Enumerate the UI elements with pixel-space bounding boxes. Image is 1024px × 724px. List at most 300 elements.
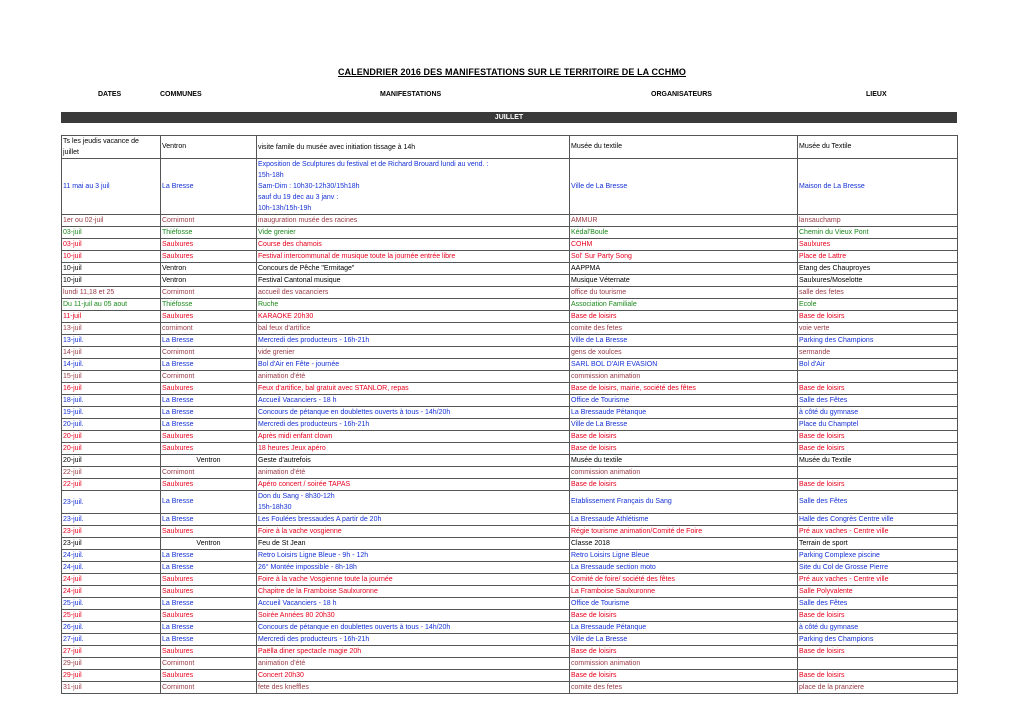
cell-date (62, 443, 161, 455)
cell-lieu: Place du Champtel (798, 419, 958, 431)
cell-organisateur: commission animation (570, 371, 798, 383)
cell-manifestation (257, 682, 570, 694)
cell-lieu: Salle Polyvalente (798, 586, 958, 598)
cell-date (62, 239, 161, 251)
cell-date (62, 227, 161, 239)
cell-date (62, 526, 161, 538)
cell-date-line: 31-juil (63, 684, 82, 691)
cell-lieu: Halle des Congrès Centre ville (798, 514, 958, 526)
cell-commune: cornimont (161, 323, 257, 335)
cell-manifestation-line: Mercredi des producteurs - 16h-21h (258, 337, 370, 344)
cell-lieu: Chemin du Vieux Pont (798, 227, 958, 239)
cell-lieu: Parking des Champions (798, 634, 958, 646)
cell-manifestation-line: Festival intercommunal de musique toute la journée entrée libre (258, 253, 456, 260)
cell-date (62, 562, 161, 574)
cell-organisateur: Base de loisirs (570, 479, 798, 491)
cell-manifestation-line: Accueil Vacanciers - 18 h (258, 397, 337, 404)
cell-lieu: Base de loisirs (798, 431, 958, 443)
cell-organisateur: Ville de La Bresse (570, 159, 798, 215)
cell-date (62, 479, 161, 491)
cell-commune: Saulxures (161, 383, 257, 395)
table-row (62, 586, 958, 598)
table-row (62, 598, 958, 610)
table-row (62, 311, 958, 323)
cell-lieu (798, 467, 958, 479)
cell-lieu: Pré aux vaches - Centre ville (798, 526, 958, 538)
cell-manifestation (257, 335, 570, 347)
cell-lieu (798, 371, 958, 383)
table-row (62, 634, 958, 646)
cell-organisateur: Association Familiale (570, 299, 798, 311)
cell-commune: La Bresse (161, 335, 257, 347)
cell-date-line: 25-juil (63, 612, 82, 619)
cell-manifestation-line: Les Foulées bressaudes A partir de 20h (258, 516, 382, 523)
cell-date-line: juillet (63, 149, 79, 156)
cell-date-line: 19-juil. (63, 409, 84, 416)
cell-commune: Saulxures (161, 443, 257, 455)
cell-lieu: Musée du Textile (798, 455, 958, 467)
table-row (62, 383, 958, 395)
cell-organisateur: Base de loisirs, mairie, société des fêtes (570, 383, 798, 395)
table-row (62, 538, 958, 550)
cell-date-line: 25-juil. (63, 600, 84, 607)
cell-commune: Cornimont (161, 215, 257, 227)
cell-date-line: 14-juil. (63, 361, 84, 368)
cell-date (62, 550, 161, 562)
cell-commune: Ventron (161, 538, 257, 550)
header-dates: DATES (98, 91, 122, 98)
cell-date-line: 20-juil (63, 445, 82, 452)
header-lieux: LIEUX (866, 91, 887, 98)
table-row (62, 479, 958, 491)
cell-organisateur: La Bressaude Pétanque (570, 622, 798, 634)
cell-manifestation-line: Exposition de Sculptures du festival et de Richard Brouard lundi au vend. : (258, 161, 489, 168)
cell-manifestation (257, 299, 570, 311)
cell-date-line: 29-juil (63, 660, 82, 667)
cell-manifestation-line: Soirée Années 80 20h30 (258, 612, 335, 619)
cell-date-line: 20-juil. (63, 421, 84, 428)
cell-lieu: Pré aux vaches - Centre ville (798, 574, 958, 586)
cell-manifestation (257, 646, 570, 658)
cell-manifestation (257, 159, 570, 215)
cell-lieu: Base de loisirs (798, 646, 958, 658)
cell-date-line: 24-juil (63, 588, 82, 595)
cell-manifestation (257, 670, 570, 682)
cell-date-line: 24-juil (63, 576, 82, 583)
cell-date (62, 514, 161, 526)
cell-manifestation-line: visite famile du musée avec initiation tissage à 14h (258, 143, 416, 151)
cell-lieu: Parking Complexe piscine (798, 550, 958, 562)
cell-commune: Saulxures (161, 586, 257, 598)
cell-commune: Ventron (161, 455, 257, 467)
cell-manifestation (257, 419, 570, 431)
cell-manifestation-line: Après midi enfant clown (258, 433, 333, 440)
cell-manifestation-line: sauf du 19 dec au 3 janv : (258, 194, 339, 201)
cell-manifestation (257, 455, 570, 467)
cell-commune: La Bresse (161, 407, 257, 419)
table-row (62, 443, 958, 455)
table-row (62, 407, 958, 419)
table-row (62, 159, 958, 215)
cell-commune: Ventron (161, 263, 257, 275)
cell-commune: La Bresse (161, 562, 257, 574)
cell-commune: Cornimont (161, 347, 257, 359)
cell-commune: Cornimont (161, 682, 257, 694)
cell-manifestation-line: Concours de pétanque en doublettes ouverts à tous - 14h/20h (258, 409, 451, 416)
cell-manifestation (257, 359, 570, 371)
cell-date-line: 15-juil (63, 373, 82, 380)
cell-date (62, 467, 161, 479)
cell-date-line: 26-juil. (63, 624, 84, 631)
cell-manifestation-line: animation d'été (258, 469, 306, 476)
cell-date-line: 22-juil (63, 469, 82, 476)
cell-manifestation (257, 586, 570, 598)
cell-manifestation (257, 562, 570, 574)
cell-manifestation-line: Paëlla diner spectacle magie 20h (258, 648, 362, 655)
cell-commune: La Bresse (161, 419, 257, 431)
cell-lieu: Salle des Fêtes (798, 598, 958, 610)
cell-manifestation (257, 311, 570, 323)
cell-manifestation-line: Feu de St Jean (258, 540, 306, 547)
cell-lieu: place de la pranziere (798, 682, 958, 694)
cell-manifestation-line: inauguration musée des racines (258, 217, 358, 224)
cell-organisateur: office du tourisme (570, 287, 798, 299)
cell-lieu: sermande (798, 347, 958, 359)
cell-lieu: Bol d'Air (798, 359, 958, 371)
cell-date (62, 586, 161, 598)
cell-date (62, 658, 161, 670)
cell-manifestation (257, 239, 570, 251)
cell-date (62, 670, 161, 682)
cell-manifestation (257, 491, 570, 514)
table-row (62, 455, 958, 467)
cell-commune: Cornimont (161, 287, 257, 299)
cell-date-line: 10-juil (63, 265, 82, 272)
cell-manifestation-line: 18 heures Jeux apéro (258, 445, 326, 452)
cell-commune: Cornimont (161, 371, 257, 383)
cell-date-line: Ts les jeudis vacance de (63, 138, 139, 145)
cell-lieu: Base de loisirs (798, 311, 958, 323)
cell-lieu: Maison de La Bresse (798, 159, 958, 215)
cell-date (62, 371, 161, 383)
cell-manifestation (257, 479, 570, 491)
cell-date (62, 407, 161, 419)
cell-manifestation (257, 395, 570, 407)
cell-organisateur: Ville de La Bresse (570, 634, 798, 646)
events-table (61, 135, 958, 694)
cell-organisateur: Ville de La Bresse (570, 419, 798, 431)
cell-date (62, 574, 161, 586)
cell-date (62, 299, 161, 311)
cell-manifestation (257, 275, 570, 287)
cell-commune: Saulxures (161, 311, 257, 323)
table-row (62, 215, 958, 227)
cell-manifestation (257, 251, 570, 263)
cell-date (62, 215, 161, 227)
cell-date (62, 395, 161, 407)
cell-manifestation-line: Feux d'artifice, bal gratuit avec STANLOR, repas (258, 385, 409, 392)
table-row (62, 227, 958, 239)
cell-organisateur: La Bressaude section moto (570, 562, 798, 574)
cell-date-line: 03-juil (63, 229, 82, 236)
table-row (62, 323, 958, 335)
cell-manifestation (257, 550, 570, 562)
cell-manifestation (257, 443, 570, 455)
table-row (62, 275, 958, 287)
cell-manifestation-line: Mercredi des producteurs - 16h-21h (258, 636, 370, 643)
cell-manifestation-line: Concert 20h30 (258, 672, 304, 679)
cell-date (62, 136, 161, 159)
cell-organisateur: Musée du textile (570, 136, 798, 159)
cell-date (62, 538, 161, 550)
cell-manifestation-line: Geste d'autrefois (258, 457, 311, 464)
cell-organisateur: Musée du textile (570, 455, 798, 467)
table-row (62, 491, 958, 514)
cell-manifestation-line: bal feux d'artifice (258, 325, 311, 332)
cell-date-line: Du 11-juil au 05 aout (63, 301, 128, 308)
cell-commune: La Bresse (161, 491, 257, 514)
cell-organisateur: Kédal'Boule (570, 227, 798, 239)
cell-date (62, 323, 161, 335)
cell-manifestation-line: Foire à la vache Vosgienne toute la journée (258, 576, 393, 583)
table-row (62, 562, 958, 574)
cell-lieu: Base de loisirs (798, 610, 958, 622)
cell-date-line: 23-juil (63, 528, 82, 535)
cell-manifestation-line: Bol d'Air en Fête - journée (258, 361, 340, 368)
cell-manifestation (257, 323, 570, 335)
cell-lieu (798, 658, 958, 670)
cell-date (62, 622, 161, 634)
table-row (62, 136, 958, 159)
cell-manifestation-line: animation d'été (258, 660, 306, 667)
cell-organisateur: Office de Tourisme (570, 395, 798, 407)
cell-commune: La Bresse (161, 598, 257, 610)
table-row (62, 514, 958, 526)
cell-organisateur: Musique Véternate (570, 275, 798, 287)
cell-manifestation-line: Foire à la vache vosgienne (258, 528, 342, 535)
table-row (62, 622, 958, 634)
cell-commune: Thiéfosse (161, 227, 257, 239)
table-row (62, 658, 958, 670)
table-row (62, 239, 958, 251)
cell-manifestation-line: fete des kneffles (258, 684, 309, 691)
cell-lieu: Base de loisirs (798, 670, 958, 682)
page-title: CALENDRIER 2016 DES MANIFESTATIONS SUR LE TERRITOIRE DE LA CCHMO (337, 67, 687, 77)
cell-manifestation (257, 371, 570, 383)
cell-manifestation (257, 407, 570, 419)
cell-organisateur: Base de loisirs (570, 646, 798, 658)
cell-commune: Cornimont (161, 658, 257, 670)
cell-organisateur: Base de loisirs (570, 670, 798, 682)
cell-commune: La Bresse (161, 514, 257, 526)
cell-organisateur: commission animation (570, 467, 798, 479)
table-row (62, 574, 958, 586)
cell-organisateur: AMMUR (570, 215, 798, 227)
cell-organisateur: Ville de La Bresse (570, 335, 798, 347)
cell-lieu: Terrain de sport (798, 538, 958, 550)
cell-manifestation-line: Accueil Vacanciers - 18 h (258, 600, 337, 607)
cell-lieu: Base de loisirs (798, 443, 958, 455)
cell-date-line: 1er ou 02-juil (63, 217, 104, 224)
cell-manifestation (257, 622, 570, 634)
cell-commune: Saulxures (161, 479, 257, 491)
cell-manifestation (257, 431, 570, 443)
cell-lieu: à côté du gymnase (798, 407, 958, 419)
cell-manifestation (257, 215, 570, 227)
cell-date-line: 03-juil (63, 241, 82, 248)
table-row (62, 682, 958, 694)
cell-manifestation-line: Mercredi des producteurs - 16h-21h (258, 421, 370, 428)
cell-date-line: 14-juil (63, 349, 82, 356)
cell-manifestation-line: Apéro concert / soirée TAPAS (258, 481, 351, 488)
header-communes: COMMUNES (160, 91, 202, 98)
cell-manifestation (257, 347, 570, 359)
cell-lieu: lansauchamp (798, 215, 958, 227)
cell-manifestation-line: Concours de Pêche "Ermitage" (258, 265, 355, 272)
cell-lieu: voie verte (798, 323, 958, 335)
cell-manifestation-line: Don du Sang - 8h30-12h (258, 493, 335, 500)
cell-date-line: 27-juil (63, 648, 82, 655)
cell-commune: Saulxures (161, 610, 257, 622)
cell-manifestation-line: Course des chamois (258, 241, 322, 248)
cell-manifestation (257, 263, 570, 275)
cell-manifestation-line: vide grenier (258, 349, 295, 356)
cell-organisateur: Base de loisirs (570, 610, 798, 622)
cell-organisateur: Régie tourisme animation/Comité de Foire (570, 526, 798, 538)
cell-manifestation-line: KARAOKE 20h30 (258, 313, 314, 320)
cell-date (62, 275, 161, 287)
cell-manifestation (257, 634, 570, 646)
cell-date (62, 598, 161, 610)
cell-date-line: 11-juil (63, 313, 82, 320)
cell-date (62, 335, 161, 347)
cell-commune: La Bresse (161, 159, 257, 215)
cell-date (62, 682, 161, 694)
cell-organisateur: La Bressaude Athlétisme (570, 514, 798, 526)
cell-date-line: 22-juil (63, 481, 82, 488)
cell-commune: La Bresse (161, 634, 257, 646)
cell-date (62, 159, 161, 215)
cell-organisateur: gens de xoulces (570, 347, 798, 359)
cell-organisateur: comite des fetes (570, 323, 798, 335)
cell-manifestation-line: Retro Loisirs Ligne Bleue - 9h - 12h (258, 552, 369, 559)
table-row (62, 646, 958, 658)
cell-manifestation-line: 15h-18h (258, 172, 284, 179)
cell-date (62, 383, 161, 395)
cell-lieu: à côté du gymnase (798, 622, 958, 634)
table-row (62, 287, 958, 299)
cell-organisateur: commission animation (570, 658, 798, 670)
table-row (62, 526, 958, 538)
cell-organisateur: Etablissement Français du Sang (570, 491, 798, 514)
cell-commune: Saulxures (161, 646, 257, 658)
cell-manifestation (257, 467, 570, 479)
cell-commune: Saulxures (161, 239, 257, 251)
cell-manifestation (257, 658, 570, 670)
cell-date (62, 347, 161, 359)
cell-date-line: 23-juil (63, 540, 82, 547)
header-organisateurs: ORGANISATEURS (651, 91, 712, 98)
cell-date-line: 13-juil (63, 325, 82, 332)
cell-commune: Ventron (161, 275, 257, 287)
table-row (62, 419, 958, 431)
cell-date (62, 431, 161, 443)
cell-commune: Ventron (161, 136, 257, 159)
cell-organisateur: Retro Loisirs Ligne Bleue (570, 550, 798, 562)
cell-date-line: 24-juil. (63, 564, 84, 571)
cell-commune: La Bresse (161, 550, 257, 562)
header-manifestations: MANIFESTATIONS (380, 91, 442, 98)
cell-organisateur: Comité de foire/ société des fêtes (570, 574, 798, 586)
table-row (62, 299, 958, 311)
cell-lieu: Site du Col de Grosse Pierre (798, 562, 958, 574)
cell-date (62, 646, 161, 658)
cell-manifestation (257, 598, 570, 610)
cell-date-line: 11 mai au 3 juil (63, 183, 110, 190)
cell-date-line: 13-juil. (63, 337, 84, 344)
cell-date-line: 23-juil. (63, 516, 84, 523)
cell-date (62, 359, 161, 371)
cell-date (62, 634, 161, 646)
cell-manifestation-line: animation d'été (258, 373, 306, 380)
cell-date (62, 287, 161, 299)
cell-lieu: Base de loisirs (798, 479, 958, 491)
cell-lieu: Saulxures/Moselotte (798, 275, 958, 287)
cell-manifestation-line: Chapitre de la Framboise Saulxuronne (258, 588, 378, 595)
cell-manifestation (257, 227, 570, 239)
cell-commune: Saulxures (161, 574, 257, 586)
cell-commune: La Bresse (161, 359, 257, 371)
cell-date-line: 24-juil. (63, 552, 84, 559)
cell-date-line: 27-juil. (63, 636, 84, 643)
table-row (62, 263, 958, 275)
table-row (62, 359, 958, 371)
cell-date-line: 20-juil (63, 433, 82, 440)
cell-date-line: 20-juil (63, 457, 82, 464)
cell-manifestation (257, 526, 570, 538)
cell-lieu: Ecole (798, 299, 958, 311)
cell-date-line: 18-juil. (63, 397, 84, 404)
cell-organisateur: Office de Tourisme (570, 598, 798, 610)
cell-commune: Thiéfosse (161, 299, 257, 311)
cell-date (62, 491, 161, 514)
cell-lieu: Saulxures (798, 239, 958, 251)
events-table-body (62, 136, 958, 694)
table-row (62, 550, 958, 562)
cell-manifestation-line: Festival Cantonal musique (258, 277, 341, 284)
cell-date-line: 10-juil (63, 253, 82, 260)
cell-manifestation-line: Concours de pétanque en doublettes ouverts à tous - 14h/20h (258, 624, 451, 631)
table-row (62, 431, 958, 443)
cell-commune: La Bresse (161, 395, 257, 407)
cell-date (62, 419, 161, 431)
table-row (62, 371, 958, 383)
cell-manifestation (257, 287, 570, 299)
cell-organisateur: SARL BOL D'AIR EVASION (570, 359, 798, 371)
cell-commune: Cornimont (161, 467, 257, 479)
table-row (62, 251, 958, 263)
cell-date-line: 16-juil (63, 385, 82, 392)
cell-manifestation-line: 15h-18h30 (258, 504, 292, 511)
table-row (62, 467, 958, 479)
cell-lieu: Musée du Textile (798, 136, 958, 159)
cell-date (62, 311, 161, 323)
cell-commune: Saulxures (161, 526, 257, 538)
cell-date (62, 455, 161, 467)
cell-manifestation (257, 514, 570, 526)
cell-commune: Saulxures (161, 670, 257, 682)
cell-manifestation (257, 383, 570, 395)
